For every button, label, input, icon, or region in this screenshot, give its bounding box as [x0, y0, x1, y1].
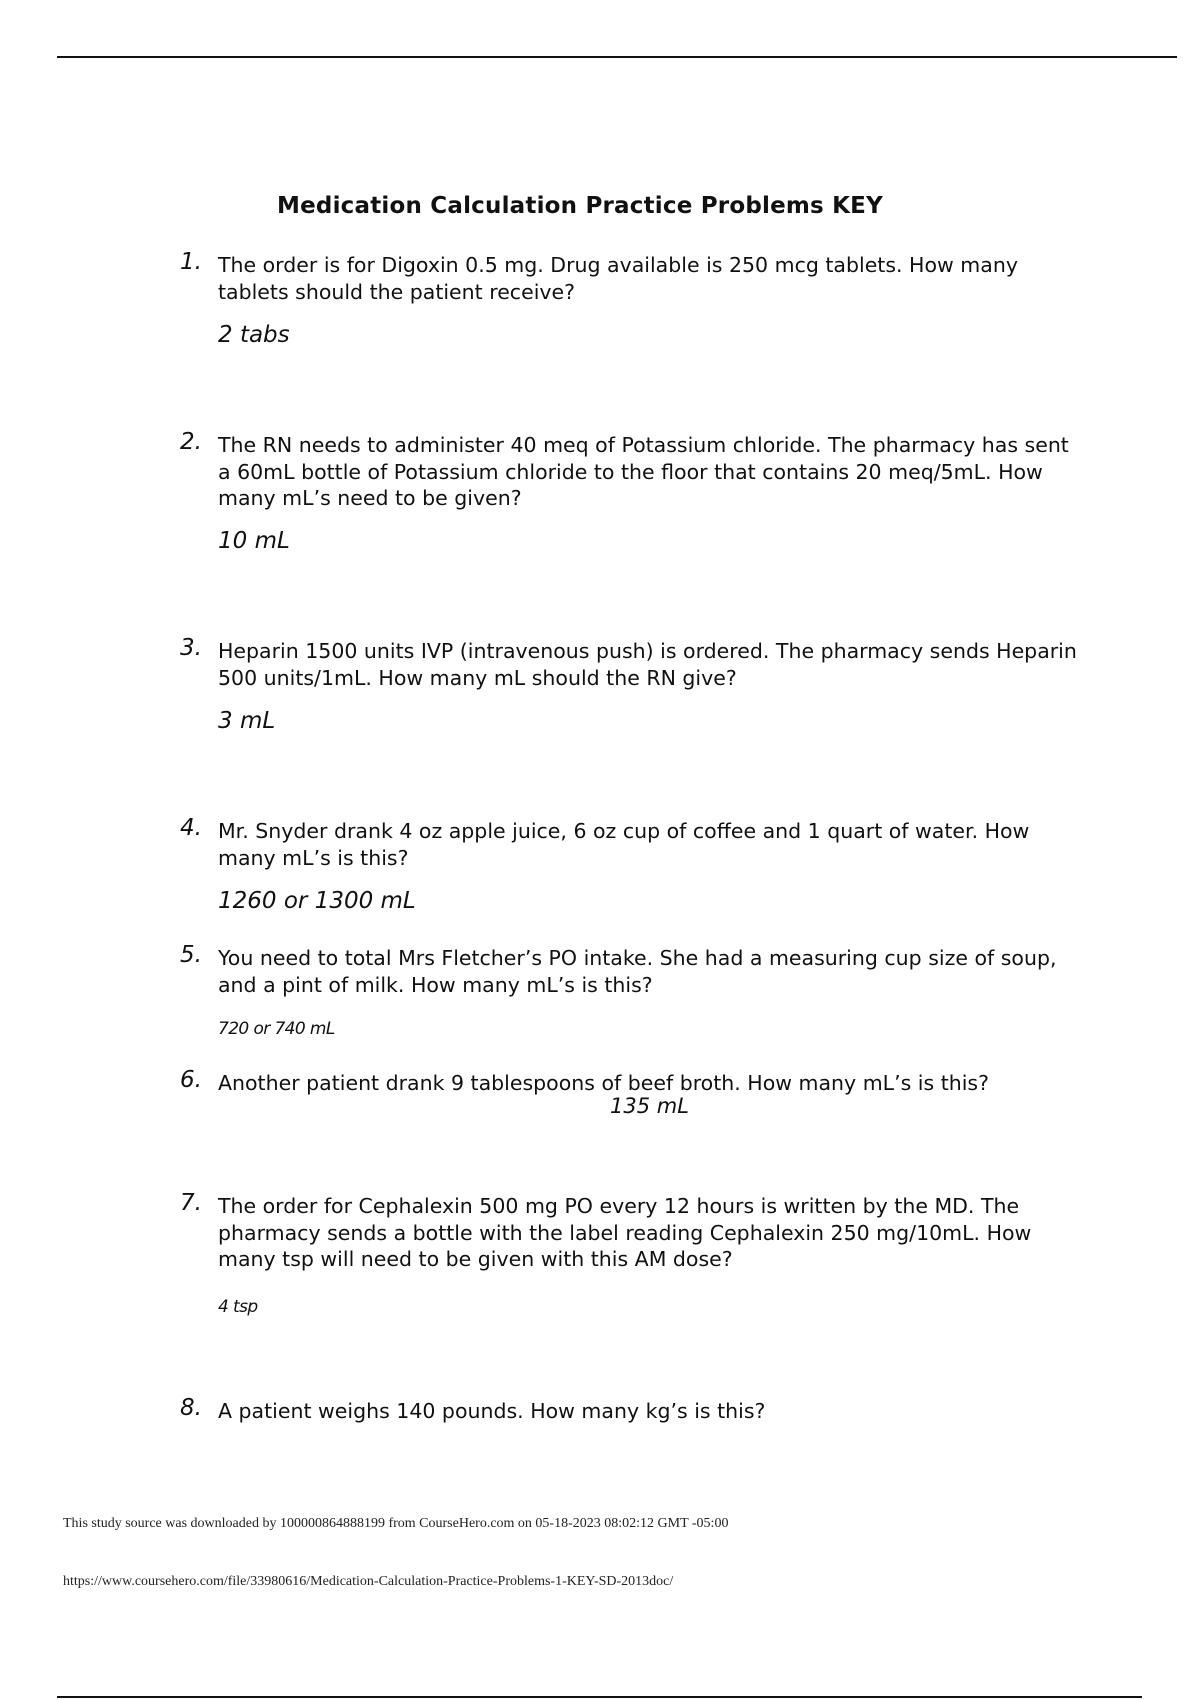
- problem-number: 8.: [180, 1395, 202, 1421]
- problem-answer: 3 mL: [218, 708, 276, 734]
- problem-number: 4.: [180, 815, 202, 841]
- problem-question: Another patient drank 9 tablespoons of beef broth. How many mL’s is this?: [218, 1071, 989, 1095]
- problem-question: You need to total Mrs Fletcher’s PO intake. She had a measuring cup size of soup, and a pint of milk. How many mL’s is this?: [218, 946, 1057, 997]
- problem-question: The order for Cephalexin 500 mg PO every 12 hours is written by the MD. The pharmacy sends a bottle with the label reading Cephalexin 250 mg/10mL. How many tsp will need to be given with this AM dose?: [218, 1194, 1032, 1271]
- problem-number: 1.: [180, 249, 202, 275]
- problem-question: Mr. Snyder drank 4 oz apple juice, 6 oz cup of coffee and 1 quart of water. How many mL’s is this?: [218, 819, 1030, 870]
- source-url: https://www.coursehero.com/file/33980616/Medication-Calculation-Practice-Problems-1-KEY-SD-2013doc/: [63, 1574, 674, 1589]
- problem-answer: 135 mL: [610, 1094, 689, 1118]
- problem-question: The RN needs to administer 40 meq of Potassium chloride. The pharmacy has sent a 60mL bottle of Potassium chloride to the floor that contains 20 meq/5mL. How many mL’s need to be given?: [218, 433, 1069, 510]
- problem-answer: 720 or 740 mL: [218, 1019, 335, 1039]
- problem-answer: 1260 or 1300 mL: [218, 888, 416, 914]
- problem-number: 3.: [180, 635, 202, 661]
- problem-question: Heparin 1500 units IVP (intravenous push) is ordered. The pharmacy sends Heparin 500 units/1mL. How many mL should the RN give?: [218, 639, 1077, 690]
- problem-number: 5.: [180, 942, 202, 968]
- problem-number: 7.: [180, 1190, 202, 1216]
- download-notice: This study source was downloaded by 100000864888199 from CourseHero.com on 05-18-2023 08:02:12 GMT -05:00: [63, 1516, 729, 1531]
- problem-answer: 4 tsp: [218, 1297, 258, 1317]
- problem-answer: 2 tabs: [218, 322, 290, 348]
- document-title: Medication Calculation Practice Problems KEY: [277, 193, 883, 219]
- problem-number: 6.: [180, 1067, 202, 1093]
- problem-answer: 10 mL: [218, 528, 290, 554]
- problem-question: The order is for Digoxin 0.5 mg. Drug available is 250 mcg tablets. How many tablets should the patient receive?: [218, 253, 1018, 304]
- problem-question: A patient weighs 140 pounds. How many kg’s is this?: [218, 1399, 766, 1423]
- top-divider: [57, 56, 1177, 58]
- problem-number: 2.: [180, 429, 202, 455]
- bottom-divider: [57, 1696, 1142, 1698]
